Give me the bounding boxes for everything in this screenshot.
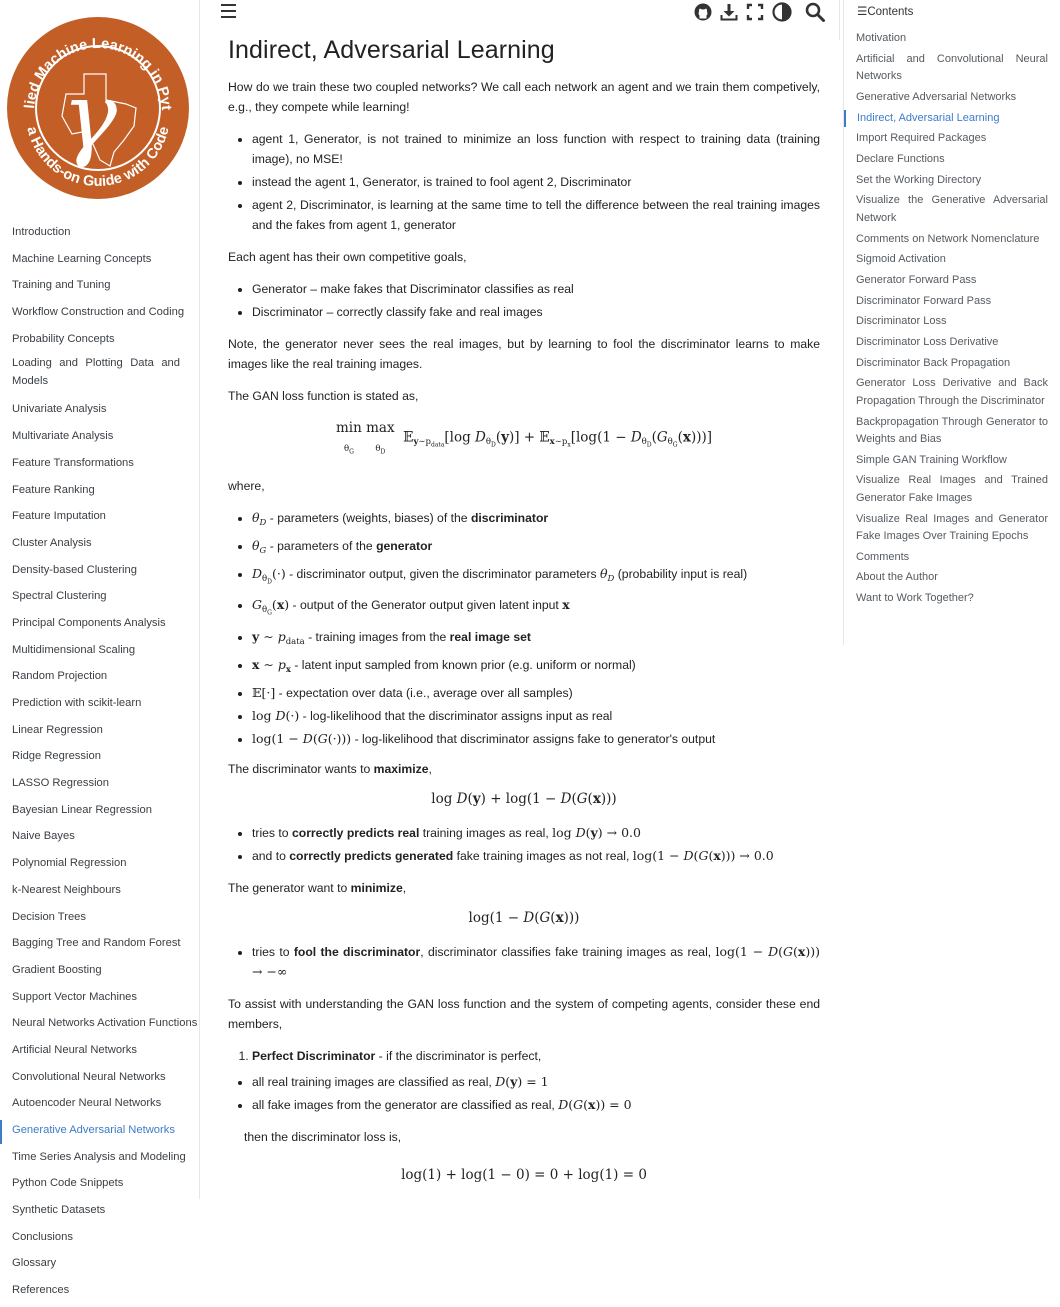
sidebar-item[interactable]: Support Vector Machines xyxy=(12,990,137,1003)
toc-item[interactable]: Comments on Network Nomenclature xyxy=(856,232,1040,245)
list-item: • agent 2, Discriminator, is learning at the same time to tell the difference between the real training images and the fakes from agent 1, generator xyxy=(252,195,820,235)
sidebar-item[interactable]: Feature Imputation xyxy=(12,510,106,523)
sidebar-item[interactable]: Python Code Snippets xyxy=(12,1177,124,1190)
list-item: • agent 1, Generator, is not trained to minimize an loss function with respect to training data (training image), no MSE! xyxy=(252,129,820,169)
sidebar-item[interactable]: Random Projection xyxy=(12,670,108,683)
list-item: • log D(·) - log-likelihood that the discriminator assigns input as real xyxy=(252,706,820,726)
list-item: • tries to correctly predicts real training images as real, log D(y) → 0.0 xyxy=(252,823,820,843)
sidebar-item[interactable]: Polynomial Regression xyxy=(12,857,127,870)
sidebar-item[interactable]: Time Series Analysis and Modeling xyxy=(12,1150,186,1163)
perfect-disc-loss-equation: log(1) + log(1 − 0) = 0 + log(1) = 0 xyxy=(401,1167,647,1184)
sidebar-item[interactable]: Spectral Clustering xyxy=(12,590,107,603)
list-item: • instead the agent 1, Generator, is trained to fool agent 2, Discriminator xyxy=(252,172,820,192)
sidebar-item[interactable]: Feature Ranking xyxy=(12,483,95,496)
page-title: Indirect, Adversarial Learning xyxy=(228,36,555,64)
paragraph-disc-max: The discriminator wants to maximize, xyxy=(228,762,432,777)
sidebar-item[interactable]: Introduction xyxy=(12,226,71,238)
sidebar-item[interactable]: Prediction with scikit-learn xyxy=(12,697,142,709)
paragraph-gen-min: The generator want to minimize, xyxy=(228,881,407,896)
toc-item[interactable]: Declare Functions xyxy=(856,152,945,165)
sidebar-item[interactable]: Cluster Analysis xyxy=(12,536,92,549)
definitions-list xyxy=(228,508,820,749)
content-divider xyxy=(839,0,840,40)
list-item: • all real training images are classified as real, D(y) = 1 xyxy=(252,1072,820,1092)
search-icon[interactable] xyxy=(804,1,826,23)
toc-item[interactable]: Set the Working Directory xyxy=(856,173,982,186)
left-sidebar xyxy=(0,0,200,1297)
sidebar-item[interactable]: Gradient Boosting xyxy=(12,963,102,976)
sidebar-item[interactable]: Synthetic Datasets xyxy=(12,1204,106,1217)
fullscreen-icon[interactable] xyxy=(744,1,766,23)
sidebar-item[interactable]: Loading and Plotting Data and Models xyxy=(12,357,180,387)
gan-loss-equation: min $_{\theta_G}$ max $_{\theta_D}$ 𝔼$_{y\sim p_{data}}$[log $D_{\theta_D}(y)$] + 𝔼$_{x\sim p_x}$[log(1 − $D_{\theta_D}(G_{\theta_G}(x))$)] xyxy=(335,420,713,456)
toc-item[interactable]: Sigmoid Activation xyxy=(856,253,946,266)
toc-item[interactable]: Generator Loss Derivative and Back Propagation Through the Discriminator xyxy=(856,377,1048,407)
sidebar-item[interactable]: Bayesian Linear Regression xyxy=(12,803,152,816)
paragraph-where: where, xyxy=(228,478,265,493)
sidebar-item[interactable]: Multivariate Analysis xyxy=(12,430,114,443)
gen-goals-list xyxy=(228,942,820,982)
sidebar-item[interactable]: Generative Adversarial Networks xyxy=(0,1120,200,1144)
list-item: • log(1 − D(G(·))) - log-likelihood that discriminator assigns fake to generator's output xyxy=(252,729,820,749)
sidebar-item[interactable]: Feature Transformations xyxy=(12,456,134,469)
toc-title: Contents xyxy=(867,6,914,18)
toc-item[interactable]: Generative Adversarial Networks xyxy=(856,90,1017,103)
sidebar-item[interactable]: LASSO Regression xyxy=(12,777,110,790)
goals-list xyxy=(228,279,820,322)
toc-item[interactable]: Artificial and Convolutional Neural Networks xyxy=(856,52,1048,83)
top-header xyxy=(204,0,840,24)
list-icon: ☰ xyxy=(857,6,868,18)
paragraph-goals: Each agent has their own competitive goals, xyxy=(228,250,467,264)
list-item: • all fake images from the generator are classified as real, D(G(x)) = 0 xyxy=(252,1095,820,1115)
logo-text-bottom: a Hands-on Guide with Code xyxy=(23,125,173,191)
sidebar-item[interactable]: Ridge Regression xyxy=(12,750,101,763)
toc-item[interactable]: Visualize the Generative Adversarial Network xyxy=(856,194,1048,224)
toc-list xyxy=(844,30,1060,611)
toc-item[interactable]: Discriminator Forward Pass xyxy=(856,294,992,307)
list-item: • and to correctly predicts generated fake training images as not real, log(1 − D(G(x))) → 0.0 xyxy=(252,846,820,866)
sidebar-item[interactable]: Univariate Analysis xyxy=(12,403,107,416)
list-item: • tries to fool the discriminator, discriminator classifies fake training images as real, log(1 − D(G(x))) → −∞ xyxy=(252,942,820,982)
sidebar-item[interactable]: Multidimensional Scaling xyxy=(12,643,136,656)
list-item: • Discriminator – correctly classify fake and real images xyxy=(252,302,820,322)
sidebar-item[interactable]: Naive Bayes xyxy=(12,830,75,843)
gen-objective-equation: log(1 − D(G(x))) xyxy=(468,910,580,927)
contrast-icon[interactable] xyxy=(771,1,793,23)
menu-icon[interactable] xyxy=(219,1,239,21)
perfect-disc-list xyxy=(228,1072,820,1115)
list-item: 1. Perfect Discriminator - if the discriminator is perfect, xyxy=(252,1046,820,1066)
toc-item[interactable]: Motivation xyxy=(856,32,907,44)
sidebar-item[interactable]: Conclusions xyxy=(12,1230,73,1243)
sidebar-item[interactable]: Glossary xyxy=(12,1257,57,1270)
download-icon[interactable] xyxy=(718,1,740,23)
logo-text-top: lied Machine Learning in Pyt xyxy=(22,35,175,111)
list-item: • $G_{\theta_G}(x)$ - output of the Generator output given latent input x xyxy=(252,595,820,624)
logo-symbol: γ xyxy=(62,63,117,170)
toc-item[interactable]: Indirect, Adversarial Learning xyxy=(844,110,1060,128)
disc-objective-equation: log D(y) + log(1 − D(G(x))) xyxy=(431,791,617,808)
main-content xyxy=(228,36,820,1199)
list-item: • x ∼ $p_x$ - latent input sampled from known prior (e.g. uniform or normal) xyxy=(252,655,820,680)
toc-item[interactable]: Discriminator Loss xyxy=(856,315,947,328)
sidebar-item[interactable]: Neural Networks Activation Functions xyxy=(12,1017,198,1030)
paragraph-note: Note, the generator never sees the real images, but by learning to fool the discriminator learns to make images like the real training images. xyxy=(228,337,820,371)
sidebar-item[interactable]: Decision Trees xyxy=(12,910,86,923)
toc-item[interactable]: Backpropagation Through Generator to Weights and Bias xyxy=(856,415,1048,445)
sidebar-item[interactable]: Machine Learning Concepts xyxy=(12,252,152,265)
sidebar-item[interactable]: Convolutional Neural Networks xyxy=(12,1070,166,1083)
paragraph-end-members: To assist with understanding the GAN loss function and the system of competing agents, consider these end members, xyxy=(228,997,820,1032)
agents-list xyxy=(228,129,820,235)
paragraph-loss-intro: The GAN loss function is stated as, xyxy=(228,389,419,403)
sidebar-item[interactable]: Density-based Clustering xyxy=(12,563,137,576)
list-item: • $\theta_D$ - parameters (weights, biases) of the discriminator xyxy=(252,508,820,533)
sidebar-item[interactable]: Autoencoder Neural Networks xyxy=(12,1097,162,1110)
toc-item[interactable]: Import Required Packages xyxy=(856,132,987,145)
list-item: • y ∼ $p_{data}$ - training images from the real image set xyxy=(252,627,820,652)
logo-graphic xyxy=(6,16,190,200)
sidebar-item[interactable]: Linear Regression xyxy=(12,723,103,736)
list-item: • $D_{\theta_D}(\cdot)$ - discriminator output, given the discriminator parameters $\theta_D$ (probability input is real) xyxy=(252,564,820,593)
sidebar-item[interactable]: References xyxy=(12,1284,70,1297)
toc-item[interactable]: Discriminator Back Propagation xyxy=(856,356,1011,369)
list-item: • Generator – make fakes that Discriminator classifies as real xyxy=(252,279,820,299)
sidebar-item[interactable]: Bagging Tree and Random Forest xyxy=(12,937,181,950)
list-item: • $\theta_G$ - parameters of the generator xyxy=(252,536,820,561)
sidebar-item[interactable]: Probability Concepts xyxy=(12,332,115,345)
toc-item[interactable]: Want to Work Together? xyxy=(856,592,974,605)
sidebar-item[interactable]: Principal Components Analysis xyxy=(12,616,166,629)
chapter-nav xyxy=(0,222,200,1307)
toc-item[interactable]: Simple GAN Training Workflow xyxy=(856,453,1007,466)
sidebar-item[interactable]: Artificial Neural Networks xyxy=(12,1043,137,1056)
toc-item[interactable]: About the Author xyxy=(856,571,938,584)
page-toc xyxy=(843,0,1059,645)
sidebar-item[interactable]: k-Nearest Neighbours xyxy=(12,883,121,896)
sidebar-item[interactable]: Workflow Construction and Coding xyxy=(12,306,185,319)
paragraph-intro: How do we train these two coupled networks? We call each network an agent and we train them competively, e.g., they compete while learning! xyxy=(228,80,820,114)
toc-item[interactable]: Discriminator Loss Derivative xyxy=(856,335,999,348)
end-members-list xyxy=(228,1046,820,1066)
disc-goals-list xyxy=(228,823,820,866)
toc-item[interactable]: Visualize Real Images and Generator Fake Images Over Training Epochs xyxy=(856,512,1048,543)
toc-item[interactable]: Generator Forward Pass xyxy=(856,273,977,286)
logo[interactable] xyxy=(6,16,190,200)
github-icon[interactable] xyxy=(692,1,714,23)
toc-item[interactable]: Visualize Real Images and Trained Generator Fake Images xyxy=(856,474,1048,504)
toc-item[interactable]: Comments xyxy=(856,550,910,563)
sidebar-item[interactable]: Training and Tuning xyxy=(12,279,111,292)
list-item: • 𝔼[·] - expectation over data (i.e., average over all samples) xyxy=(252,683,820,703)
toc-header xyxy=(857,4,913,18)
paragraph-then: then the discriminator loss is, xyxy=(244,1130,402,1145)
